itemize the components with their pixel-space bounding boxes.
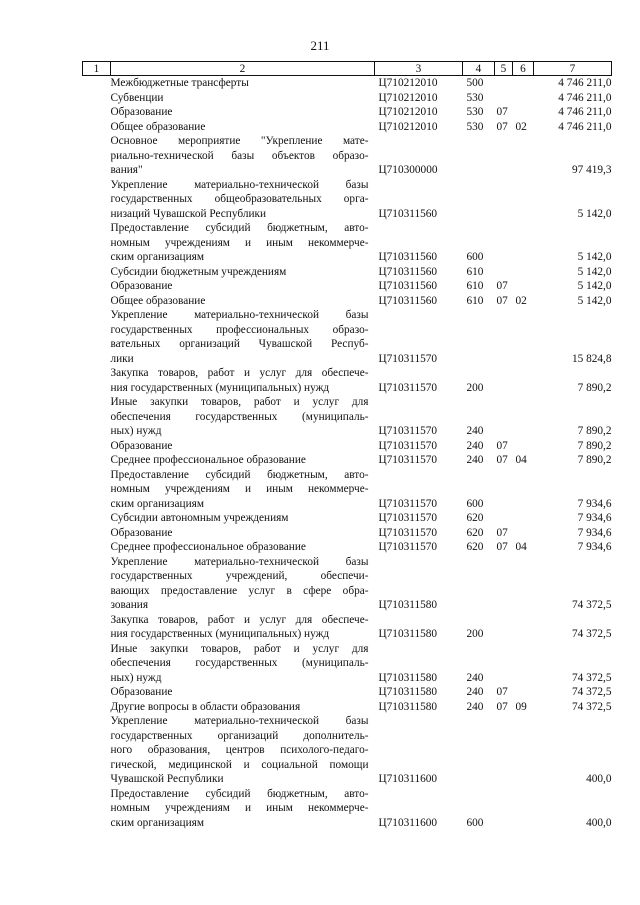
cell-sum: 97 419,3	[571, 164, 612, 176]
cell-sum: 74 372,5	[571, 671, 612, 684]
cell-code: Ц710311560	[378, 251, 438, 263]
cell-sum: 400,0	[586, 773, 612, 785]
table-row	[83, 439, 612, 454]
cell-blank	[83, 526, 111, 541]
cell-code: Ц710212010	[378, 77, 438, 89]
cell-name	[111, 642, 375, 686]
name-line: Иные закупки товаров, работ и услуг для	[110, 396, 369, 408]
name-line: Межбюджетные трансферты	[110, 77, 249, 89]
cell-rz	[495, 366, 513, 395]
cell-blank	[83, 134, 111, 178]
cell-rz	[495, 76, 513, 91]
cell-vr: 240	[466, 671, 484, 684]
name-line: вания"	[110, 164, 143, 176]
cell-code: Ц710311570	[378, 526, 438, 539]
header-col-1: 1	[83, 62, 111, 76]
cell-name	[111, 685, 375, 700]
table-body	[83, 76, 612, 831]
cell-vr	[463, 308, 495, 366]
cell-rz: 07	[496, 106, 508, 118]
cell-code: Ц710311580	[378, 628, 438, 640]
cell-vr: 600	[466, 251, 484, 263]
cell-sum: 7 890,2	[577, 381, 612, 394]
cell-blank	[83, 105, 111, 120]
cell-name	[111, 366, 375, 395]
cell-name	[111, 714, 375, 787]
cell-blank	[83, 714, 111, 787]
cell-vr: 600	[466, 497, 484, 510]
cell-code: Ц710311580	[378, 686, 438, 698]
cell-rz: 07	[496, 454, 508, 466]
table-row	[83, 395, 612, 439]
cell-name	[111, 178, 375, 222]
cell-code: Ц710300000	[378, 164, 438, 176]
cell-blank	[83, 279, 111, 294]
cell-name	[111, 308, 375, 366]
cell-sum: 15 824,8	[571, 352, 612, 365]
name-line: ных) нужд	[110, 671, 162, 684]
cell-blank	[83, 453, 111, 468]
cell-vr	[463, 714, 495, 787]
cell-name	[111, 526, 375, 541]
table-row	[83, 540, 612, 555]
cell-vr: 620	[466, 541, 484, 553]
name-line: обеспечения государственных (муниципаль-	[110, 410, 369, 423]
table-row	[83, 700, 612, 715]
cell-rz	[495, 221, 513, 265]
cell-pr	[513, 439, 534, 454]
cell-name	[111, 279, 375, 294]
name-line: Основное мероприятие "Укрепление мате-	[110, 135, 369, 147]
table-row	[83, 453, 612, 468]
cell-rz: 07	[496, 526, 508, 539]
cell-rz: 07	[496, 294, 508, 307]
cell-name	[111, 453, 375, 468]
name-line: лики	[110, 352, 134, 365]
table-row	[83, 642, 612, 686]
budget-table	[82, 61, 612, 830]
name-line: ния государственных (муниципальных) нужд	[110, 381, 330, 394]
cell-blank	[83, 787, 111, 831]
name-line: зования	[110, 599, 149, 611]
cell-sum: 7 890,2	[577, 425, 612, 437]
cell-pr	[513, 308, 534, 366]
table-row	[83, 613, 612, 642]
cell-vr: 240	[466, 439, 484, 452]
table-row	[83, 526, 612, 541]
table-row	[83, 787, 612, 831]
name-line: Общее образование	[110, 294, 206, 307]
table-row	[83, 366, 612, 395]
cell-sum: 4 746 211,0	[558, 77, 612, 89]
cell-rz	[495, 308, 513, 366]
cell-rz: 07	[496, 541, 508, 553]
cell-code: Ц710311580	[378, 599, 438, 611]
cell-rz: 07	[496, 439, 508, 452]
cell-vr: 240	[466, 454, 484, 466]
name-line: Образование	[110, 526, 173, 539]
name-line: государственных профессиональных образо-	[110, 323, 369, 336]
cell-sum: 7 890,2	[577, 439, 612, 452]
cell-sum: 74 372,5	[571, 700, 612, 713]
cell-pr	[513, 178, 534, 222]
cell-blank	[83, 91, 111, 106]
cell-rz: 07	[496, 700, 508, 713]
cell-name	[111, 613, 375, 642]
cell-pr	[513, 105, 534, 120]
cell-name	[111, 511, 375, 526]
table-row	[83, 468, 612, 512]
cell-code: Ц710311570	[378, 381, 438, 394]
cell-sum: 400,0	[586, 816, 612, 829]
name-line: Образование	[110, 686, 173, 698]
cell-blank	[83, 700, 111, 715]
name-line: Укрепление материально-технической базы	[110, 715, 369, 727]
cell-pr	[513, 221, 534, 265]
cell-pr	[513, 366, 534, 395]
cell-rz	[495, 265, 513, 280]
cell-code: Ц710311600	[378, 816, 438, 829]
cell-rz	[495, 134, 513, 178]
cell-pr	[513, 76, 534, 91]
cell-name	[111, 787, 375, 831]
cell-pr	[513, 511, 534, 526]
cell-vr: 500	[466, 77, 484, 89]
cell-vr: 620	[466, 526, 484, 539]
cell-blank	[83, 685, 111, 700]
cell-sum: 7 934,6	[577, 526, 612, 539]
header-col-4: 4	[463, 62, 495, 76]
cell-vr: 240	[466, 700, 484, 713]
header-col-7: 7	[534, 62, 612, 76]
cell-rz	[495, 642, 513, 686]
cell-vr	[463, 134, 495, 178]
cell-code: Ц710311570	[378, 497, 438, 510]
table-row	[83, 76, 612, 91]
table-row	[83, 279, 612, 294]
cell-sum: 7 934,6	[577, 497, 612, 510]
name-line: Закупка товаров, работ и услуг для обеспече-	[110, 367, 369, 379]
name-line: государственных организаций дополнитель-	[110, 729, 369, 742]
cell-rz	[495, 613, 513, 642]
cell-blank	[83, 511, 111, 526]
cell-vr: 620	[466, 512, 484, 524]
cell-vr: 530	[466, 106, 484, 118]
cell-pr	[513, 279, 534, 294]
table-row	[83, 714, 612, 787]
table-row	[83, 178, 612, 222]
cell-blank	[83, 642, 111, 686]
name-line: номным учреждениям и иным некоммерче-	[110, 236, 369, 249]
name-line: Закупка товаров, работ и услуг для обеспече-	[110, 613, 369, 626]
name-line: Иные закупки товаров, работ и услуг для	[110, 642, 369, 655]
name-line: вательных организаций Чувашской Респуб-	[110, 338, 369, 350]
cell-blank	[83, 308, 111, 366]
cell-blank	[83, 265, 111, 280]
cell-sum: 7 934,6	[577, 541, 612, 553]
name-line: Чувашской Республики	[110, 773, 224, 785]
header-row	[83, 62, 612, 76]
name-line: Укрепление материально-технической базы	[110, 178, 369, 191]
cell-pr	[513, 91, 534, 106]
name-line: государственных учреждений, обеспечи-	[110, 570, 369, 582]
cell-name	[111, 76, 375, 91]
name-line: ским организациям	[110, 816, 204, 829]
cell-vr: 200	[466, 628, 484, 640]
cell-vr: 240	[466, 425, 484, 437]
cell-sum: 5 142,0	[577, 251, 612, 263]
cell-pr: 02	[515, 120, 527, 133]
name-line: Укрепление материально-технической базы	[110, 309, 369, 321]
cell-pr	[513, 468, 534, 512]
cell-sum: 5 142,0	[577, 294, 612, 307]
cell-name	[111, 555, 375, 613]
cell-pr	[513, 613, 534, 642]
cell-sum: 5 142,0	[577, 280, 612, 292]
cell-blank	[83, 555, 111, 613]
cell-blank	[83, 395, 111, 439]
name-line: ных) нужд	[110, 425, 162, 437]
cell-code: Ц710212010	[378, 91, 438, 104]
table-row	[83, 105, 612, 120]
cell-rz	[495, 91, 513, 106]
table-row	[83, 294, 612, 309]
name-line: Образование	[110, 439, 173, 452]
name-line: Предоставление субсидий бюджетным, авто-	[110, 222, 369, 234]
cell-blank	[83, 366, 111, 395]
table-row	[83, 511, 612, 526]
cell-name	[111, 265, 375, 280]
table-row	[83, 685, 612, 700]
name-line: риально-технической базы объектов образо-	[110, 149, 369, 162]
cell-vr: 610	[466, 294, 484, 307]
name-line: Образование	[110, 280, 173, 292]
cell-code: Ц710311570	[378, 541, 438, 553]
name-line: Другие вопросы в области образования	[110, 700, 301, 713]
cell-blank	[83, 294, 111, 309]
cell-rz: 07	[496, 280, 508, 292]
cell-name	[111, 540, 375, 555]
cell-sum: 7 890,2	[577, 454, 612, 466]
cell-code: Ц710212010	[378, 120, 438, 133]
cell-pr	[513, 395, 534, 439]
cell-blank	[83, 540, 111, 555]
cell-name	[111, 120, 375, 135]
cell-vr: 200	[466, 381, 484, 394]
cell-sum: 74 372,5	[571, 686, 612, 698]
name-line: вающих предоставление услуг в сфере обра-	[110, 584, 369, 597]
cell-pr	[513, 555, 534, 613]
cell-pr	[513, 714, 534, 787]
cell-sum: 4 746 211,0	[558, 91, 612, 104]
cell-code: Ц710311570	[378, 512, 438, 524]
name-line: гической, медицинской и социальной помощи	[110, 758, 369, 771]
cell-name	[111, 294, 375, 309]
name-line: Субсидии бюджетным учреждениям	[110, 265, 287, 278]
cell-name	[111, 395, 375, 439]
cell-sum: 4 746 211,0	[558, 120, 612, 133]
cell-sum: 74 372,5	[571, 599, 612, 611]
name-line: номным учреждениям и иным некоммерче-	[110, 483, 369, 495]
table-row	[83, 555, 612, 613]
cell-blank	[83, 468, 111, 512]
cell-code: Ц710311570	[378, 454, 438, 466]
header-col-3: 3	[375, 62, 463, 76]
cell-pr	[513, 787, 534, 831]
cell-rz: 07	[496, 120, 508, 133]
cell-pr: 04	[515, 454, 527, 466]
header-col-5: 5	[495, 62, 513, 76]
cell-code: Ц710311600	[378, 773, 438, 785]
cell-blank	[83, 178, 111, 222]
name-line: Субсидии автономным учреждениям	[110, 512, 289, 524]
cell-pr	[513, 134, 534, 178]
cell-rz	[495, 555, 513, 613]
cell-rz	[495, 468, 513, 512]
cell-vr: 530	[466, 91, 484, 104]
cell-rz	[495, 714, 513, 787]
cell-code: Ц710311570	[378, 352, 438, 365]
name-line: ским организациям	[110, 251, 204, 263]
cell-pr	[513, 526, 534, 541]
table-row	[83, 91, 612, 106]
cell-vr: 240	[466, 686, 484, 698]
name-line: низаций Чувашской Республики	[110, 207, 267, 220]
cell-code: Ц710311570	[378, 439, 438, 452]
cell-code: Ц710311570	[378, 425, 438, 437]
name-line: Предоставление субсидий бюджетным, авто-	[110, 468, 369, 481]
cell-rz: 07	[496, 686, 508, 698]
cell-pr	[513, 685, 534, 700]
name-line: Субвенции	[110, 91, 164, 104]
cell-sum: 5 142,0	[577, 207, 612, 220]
cell-rz	[495, 787, 513, 831]
cell-name	[111, 105, 375, 120]
name-line: ного образования, центров психолого-педаго-	[110, 744, 369, 756]
name-line: ния государственных (муниципальных) нужд	[110, 628, 330, 640]
page-number: 211	[310, 38, 330, 53]
cell-name	[111, 468, 375, 512]
cell-code: Ц710311560	[378, 207, 438, 220]
cell-blank	[83, 221, 111, 265]
cell-vr: 600	[466, 816, 484, 829]
header-col-6: 6	[513, 62, 534, 76]
cell-pr	[513, 265, 534, 280]
cell-vr: 610	[466, 265, 484, 278]
name-line: ским организациям	[110, 497, 204, 510]
cell-name	[111, 91, 375, 106]
name-line: обеспечения государственных (муниципаль-	[110, 657, 369, 669]
cell-name	[111, 700, 375, 715]
name-line: Среднее профессиональное образование	[110, 454, 306, 466]
cell-sum: 4 746 211,0	[558, 106, 612, 118]
table-row	[83, 308, 612, 366]
cell-pr: 09	[515, 700, 527, 713]
cell-rz	[495, 395, 513, 439]
header-col-2: 2	[111, 62, 375, 76]
name-line: Среднее профессиональное образование	[110, 541, 306, 553]
cell-rz	[495, 511, 513, 526]
cell-blank	[83, 439, 111, 454]
table-row	[83, 120, 612, 135]
cell-vr	[463, 555, 495, 613]
cell-sum: 74 372,5	[571, 628, 612, 640]
cell-name	[111, 439, 375, 454]
name-line: Предоставление субсидий бюджетным, авто-	[110, 787, 369, 800]
cell-sum: 7 934,6	[577, 512, 612, 524]
table-row	[83, 134, 612, 178]
name-line: Общее образование	[110, 120, 206, 133]
cell-pr: 04	[515, 541, 527, 553]
cell-vr: 610	[466, 280, 484, 292]
cell-code: Ц710311560	[378, 294, 438, 307]
cell-blank	[83, 613, 111, 642]
table-row	[83, 221, 612, 265]
cell-code: Ц710311580	[378, 671, 438, 684]
cell-pr: 02	[515, 294, 527, 307]
name-line: номным учреждениям и иным некоммерче-	[110, 802, 369, 814]
cell-sum: 5 142,0	[577, 265, 612, 278]
cell-code: Ц710311560	[378, 265, 438, 278]
cell-name	[111, 134, 375, 178]
name-line: государственных общеобразовательных орга-	[110, 193, 369, 205]
cell-code: Ц710311580	[378, 700, 438, 713]
table-header	[83, 62, 612, 76]
cell-code: Ц710212010	[378, 106, 438, 118]
table-row	[83, 265, 612, 280]
cell-blank	[83, 76, 111, 91]
cell-pr	[513, 642, 534, 686]
name-line: Образование	[110, 106, 173, 118]
cell-code: Ц710311560	[378, 280, 438, 292]
cell-blank	[83, 120, 111, 135]
cell-rz	[495, 178, 513, 222]
cell-name	[111, 221, 375, 265]
cell-vr: 530	[466, 120, 484, 133]
name-line: Укрепление материально-технической базы	[110, 555, 369, 568]
cell-vr	[463, 178, 495, 222]
